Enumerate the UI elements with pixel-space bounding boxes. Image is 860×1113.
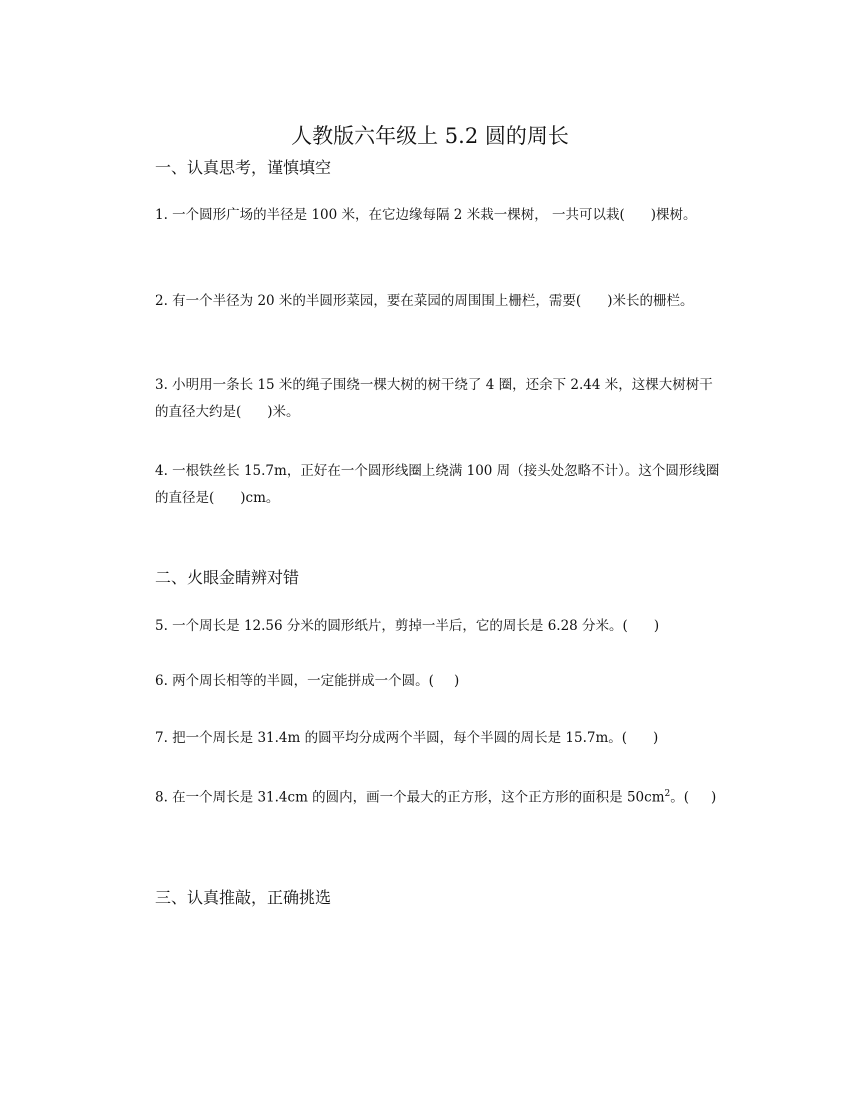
question-2-text: 2. 有一个半径为 20 米的半圆形菜园，要在菜园的周围围上栅栏，需要( [155, 293, 582, 309]
question-4 [155, 458, 720, 512]
section-heading-2: 二、火眼金睛辨对错 [155, 568, 300, 587]
question-6-text-end: ) [453, 673, 460, 689]
question-1-text-end: )棵树。 [650, 207, 697, 223]
question-5-text-end: ) [653, 618, 660, 634]
question-2 [155, 288, 720, 315]
page-title: 人教版六年级上 5.2 圆的周长 [291, 124, 569, 148]
question-6 [155, 668, 720, 695]
question-3-text: 3. 小明用一条长 15 米的绳子围绕一棵大树的树干绕了 4 圈，还余下 2.44 米，这棵大树树干的直径大约是( [155, 377, 713, 420]
section-heading-1: 一、认真思考，谨慎填空 [155, 158, 332, 177]
question-8-text: 8. 在一个周长是 31.4cm 的圆内，画一个最大的正方形，这个正方形的面积是 50cm [155, 789, 665, 806]
superscript-two: 2 [664, 789, 671, 799]
question-8-text-mid: 。( [670, 789, 690, 806]
question-5 [155, 613, 720, 640]
question-7 [155, 725, 720, 752]
question-3 [155, 372, 720, 426]
question-3-text-end: )米。 [267, 404, 300, 420]
question-4-text: 4. 一根铁丝长 15.7m，正好在一个圆形线圈上绕满 100 周（接头处忽略不计）。这个圆形线圈的直径是( [155, 463, 720, 506]
question-8-text-end: ) [711, 789, 717, 806]
section-heading-3: 三、认真推敲，正确挑选 [155, 888, 332, 907]
question-1 [155, 202, 720, 229]
question-6-text: 6. 两个周长相等的半圆，一定能拼成一个圆。( [155, 673, 434, 689]
question-2-text-end: )米长的栅栏。 [607, 293, 694, 309]
question-5-text: 5. 一个周长是 12.56 分米的圆形纸片，剪掉一半后，它的周长是 6.28 分米。( [155, 618, 628, 634]
question-7-text: 7. 把一个周长是 31.4m 的圆平均分成两个半圆，每个半圆的周长是 15.7m。( [155, 730, 628, 746]
question-8 [155, 781, 720, 812]
question-1-text: 1. 一个圆形广场的半径是 100 米，在它边缘每隔 2 米栽一棵树， 一共可以栽( [155, 207, 625, 223]
question-7-text-end: ) [653, 730, 659, 746]
question-4-text-end: )cm。 [240, 490, 280, 506]
